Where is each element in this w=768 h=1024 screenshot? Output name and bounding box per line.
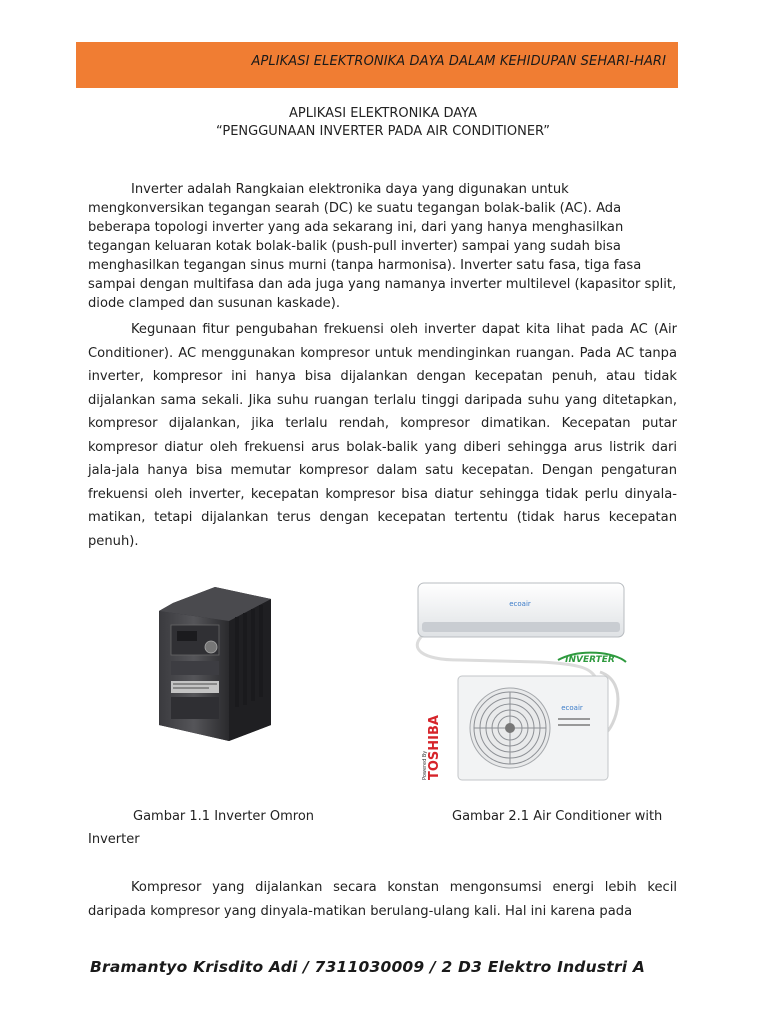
document-subtitle: “PENGGUNAAN INVERTER PADA AIR CONDITIONER”: [216, 124, 550, 139]
paragraph-3: [88, 876, 677, 923]
powered-by-label: Powered By: [422, 750, 428, 780]
caption-figure-1: Gambar 1.1 Inverter Omron: [133, 809, 315, 824]
inverter-logo: [558, 653, 626, 665]
caption-figure-2-continued: Inverter: [88, 832, 140, 847]
ac-brand-label: ecoair: [509, 600, 531, 608]
air-conditioner-image: [400, 578, 645, 788]
document-title: APLIKASI ELEKTRONIKA DAYA: [289, 106, 477, 121]
paragraph-2: [88, 318, 677, 553]
paragraph-1-text: Inverter adalah Rangkaian elektronika daya yang digunakan untuk mengkonversikan tegangan searah (DC) ke suatu tegangan bolak-balik (AC). Ada beberapa topologi inverter yang ada sekarang ini, dari yang hanya menghasilkan tegangan keluaran kotak bolak-balik (push-pull inverter) sampai yang sudah bisa menghasilkan tegangan sinus murni (tanpa harmonisa). Inverter satu fasa, tiga fasa sampai dengan multifasa dan ada juga yang namanya inverter multilevel (kapasitor split, diode clamped dan susunan kaskade).: [88, 182, 677, 311]
paragraph-2-text: Kegunaan fitur pengubahan frekuensi oleh inverter dapat kita lihat pada AC (Air Conditioner). AC menggunakan kompresor untuk mendinginkan ruangan. Pada AC tanpa inverter, kompresor ini hanya bisa dijalankan dengan kecepatan penuh, atau tidak dijalankan sama sekali. Jika suhu ruangan terlalu tinggi daripada suhu yang ditetapkan, kompresor dijalankan, jika terlalu rendah, kompresor dimatikan. Kecepatan putar kompresor diatur oleh frekuensi arus bolak-balik yang diberi sehingga arus listrik dari jala-jala hanya bisa memutar kompresor dalam satu kecepatan. Dengan pengaturan frekuensi oleh inverter, kecepatan kompresor bisa diatur sehingga tidak perlu dinyala-matikan, tetapi dijalankan terus dengan kecepatan tertentu (tidak harus kecepatan penuh).: [88, 322, 677, 549]
inverter-omron-image: [153, 585, 275, 743]
caption-figure-2: Gambar 2.1 Air Conditioner with: [452, 809, 663, 824]
footer-author: Bramantyo Krisdito Adi / 7311030009 / 2 D3 Elektro Industri A: [90, 958, 646, 976]
header-title: APLIKASI ELEKTRONIKA DAYA DALAM KEHIDUPAN SEHARI-HARI: [251, 54, 666, 69]
header-bar: [76, 42, 678, 88]
paragraph-3-text: Kompresor yang dijalankan secara konstan mengonsumsi energi lebih kecil daripada kompresor yang dinyala-matikan berulang-ulang kali. Hal ini karena pada: [88, 880, 677, 919]
paragraph-1: [88, 180, 678, 313]
toshiba-logo: [422, 715, 442, 780]
toshiba-label: TOSHIBA: [427, 715, 442, 780]
outdoor-brand-label: ecoair: [561, 704, 583, 712]
inverter-logo-label: INVERTER: [565, 655, 615, 665]
